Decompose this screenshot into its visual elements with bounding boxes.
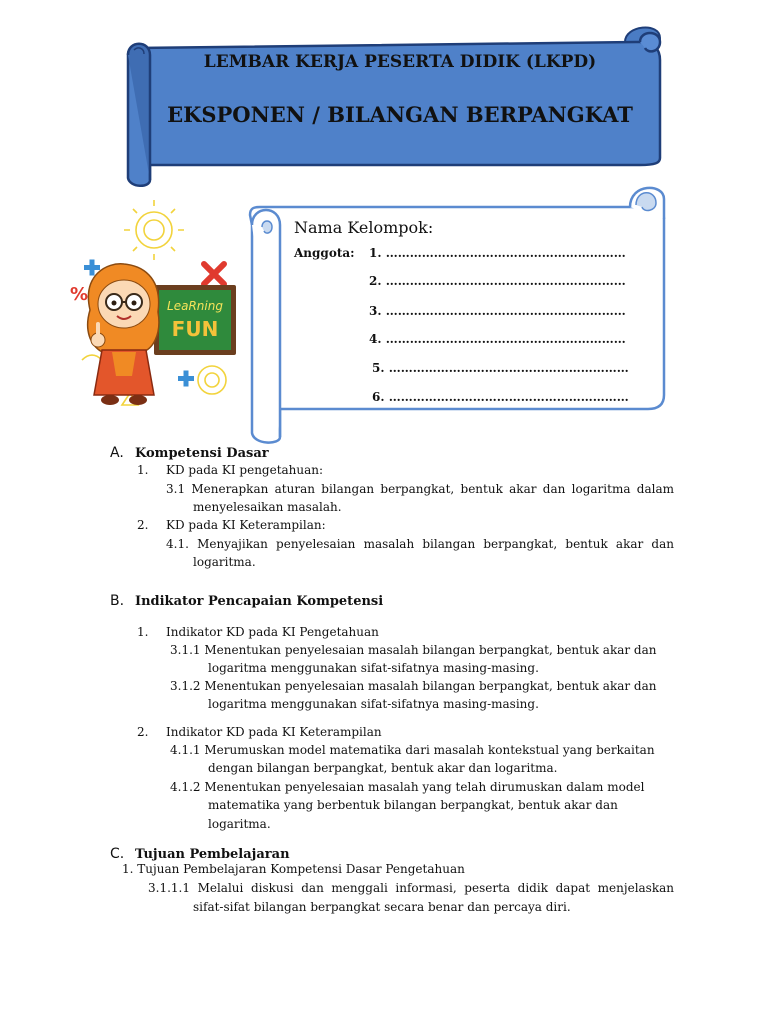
indicator-skill-heading: Indikator KD pada KI Keterampilan	[166, 725, 382, 739]
section-c-heading: C. Tujuan Pembelajaran	[110, 846, 290, 862]
indicator-4-1-2-cont2: logaritma.	[208, 817, 271, 831]
member-line-2[interactable]: 2. ……………………………………………………	[369, 274, 626, 288]
member-line-6[interactable]: 6. ……………………………………………………	[372, 390, 629, 404]
kd-4-1-text: 4.1. Menyajikan penyelesaian masalah bilangan berpangkat, bentuk akar dan	[166, 537, 674, 551]
member-line-3[interactable]: 3. ……………………………………………………	[369, 304, 626, 318]
kd-3-1-text: 3.1 Menerapkan aturan bilangan berpangkat, bentuk akar dan logaritma dalam	[166, 482, 674, 496]
member-line-1[interactable]: 1. ……………………………………………………	[369, 246, 626, 260]
indicator-3-1-2: 3.1.2 Menentukan penyelesaian masalah bilangan berpangkat, bentuk akar dan	[170, 679, 657, 693]
objective-3-1-1-1: 3.1.1.1 Melalui diskusi dan menggali informasi, peserta didik dapat menjelaskan	[148, 881, 674, 895]
kd-knowledge-heading: KD pada KI pengetahuan:	[166, 463, 324, 477]
kd-4-1-text-cont: logaritma.	[193, 555, 256, 569]
topic-title: EKSPONEN / BILANGAN BERPANGKAT	[167, 102, 633, 127]
kd-3-1-text-cont: menyelesaikan masalah.	[193, 500, 342, 514]
indicator-knowledge-heading: Indikator KD pada KI Pengetahuan	[166, 625, 379, 639]
indicator-4-1-1-cont: dengan bilangan berpangkat, bentuk akar dan logaritma.	[208, 761, 558, 775]
indicator-4-1-2-cont: matematika yang berbentuk bilangan berpangkat, bentuk akar dan	[208, 798, 618, 812]
svg-text:LeaRning: LeaRning	[167, 299, 223, 313]
indicator-3-1-1: 3.1.1 Menentukan penyelesaian masalah bilangan berpangkat, bentuk akar dan	[170, 643, 657, 657]
list-number: 1.	[137, 463, 149, 477]
chalkboard	[154, 285, 236, 355]
student-illustration	[62, 200, 252, 415]
list-number: 1.	[137, 625, 149, 639]
list-number: 2.	[137, 518, 149, 532]
section-a-heading: A. Kompetensi Dasar	[110, 445, 269, 461]
percent-icon: %	[70, 284, 89, 305]
indicator-3-1-1-cont: logaritma menggunakan sifat-sifatnya masing-masing.	[208, 661, 539, 675]
kd-skill-heading: KD pada KI Keterampilan:	[166, 518, 326, 532]
member-line-4[interactable]: 4. ……………………………………………………	[369, 332, 626, 346]
svg-text:FUN: FUN	[171, 317, 219, 341]
group-name-label: Nama Kelompok:	[294, 218, 434, 237]
multiply-icon	[204, 264, 224, 284]
plus-icon	[178, 371, 194, 387]
indicator-4-1-1: 4.1.1 Merumuskan model matematika dari masalah kontekstual yang berkaitan	[170, 743, 655, 757]
list-number: 2.	[137, 725, 149, 739]
worksheet-title: LEMBAR KERJA PESERTA DIDIK (LKPD)	[203, 52, 597, 72]
objective-knowledge-heading: 1. Tujuan Pembelajaran Kompetensi Dasar Pengetahuan	[122, 862, 465, 876]
section-b-heading: B. Indikator Pencapaian Kompetensi	[110, 593, 384, 609]
member-line-5[interactable]: 5. ……………………………………………………	[372, 361, 629, 375]
indicator-4-1-2: 4.1.2 Menentukan penyelesaian masalah yang telah dirumuskan dalam model	[170, 780, 645, 794]
indicator-3-1-2-cont: logaritma menggunakan sifat-sifatnya masing-masing.	[208, 697, 539, 711]
members-label: Anggota:	[294, 246, 355, 260]
objective-3-1-1-1-cont: sifat-sifat bilangan berpangkat secara benar dan percaya diri.	[193, 900, 571, 914]
